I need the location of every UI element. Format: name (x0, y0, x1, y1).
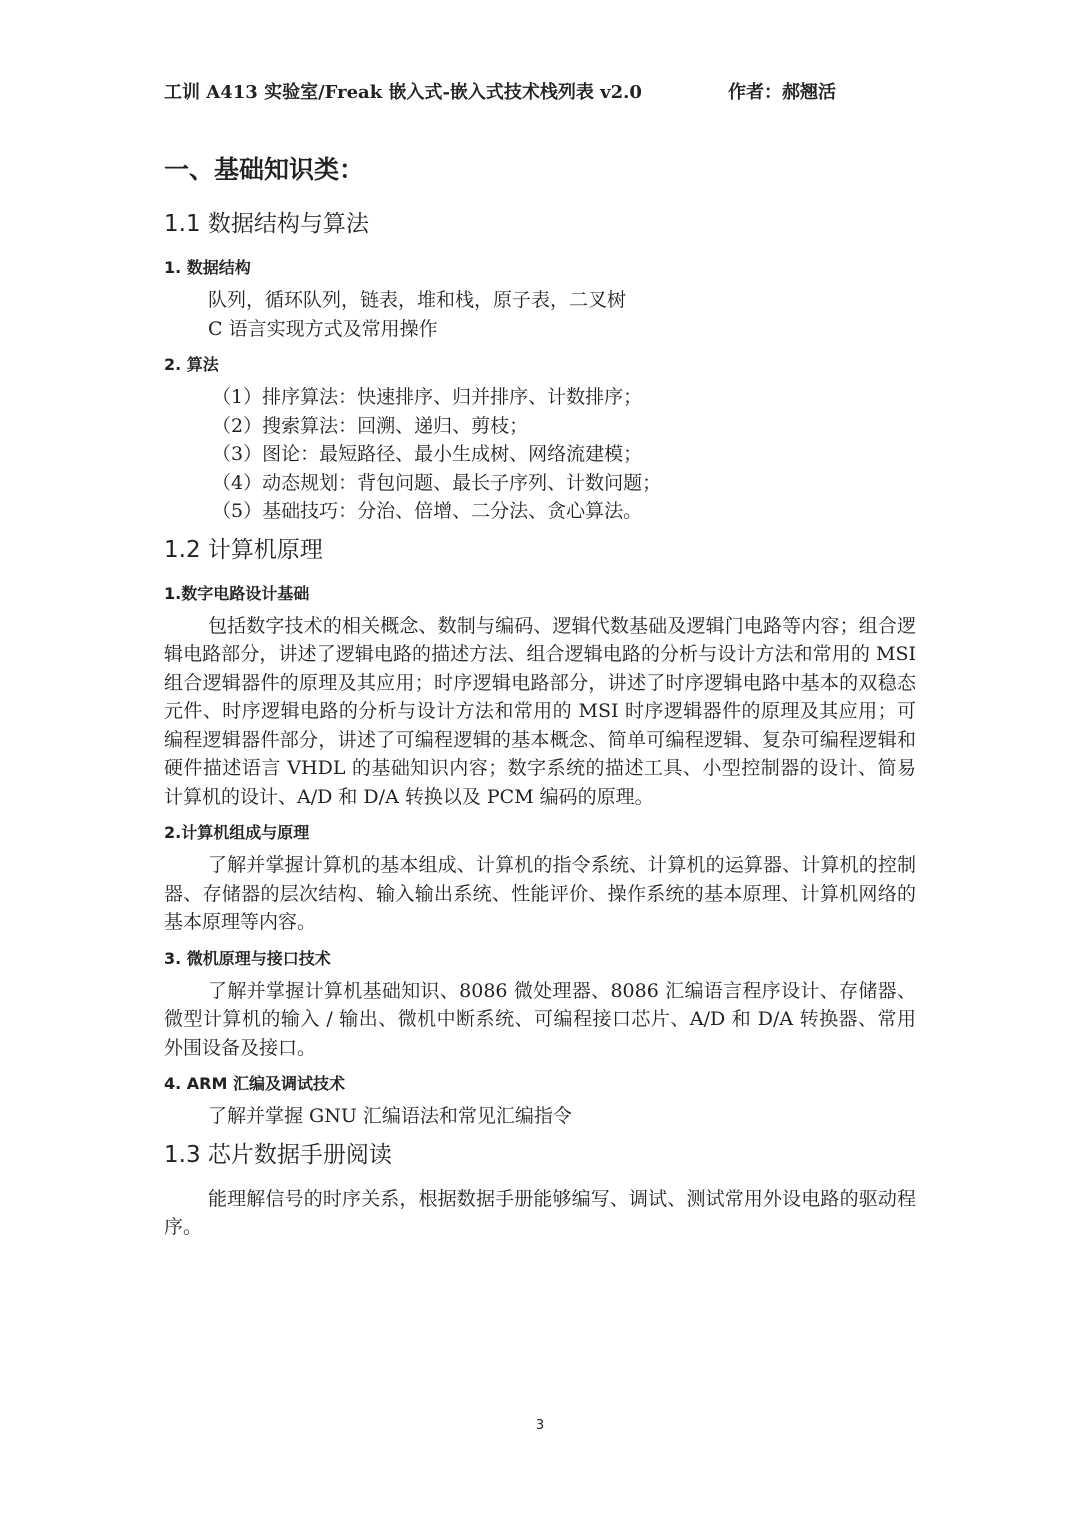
subsection-heading: 2.计算机组成与原理 (164, 823, 310, 842)
paragraph: 能理解信号的时序关系，根据数据手册能够编写、调试、测试常用外设电路的驱动程序。 (164, 1187, 916, 1238)
subsection-heading: 2. 算法 (164, 355, 219, 374)
paragraph: 包括数字技术的相关概念、数制与编码、逻辑代数基础及逻辑门电路等内容；组合逻辑电路部分，讲述了逻辑电路的描述方法、组合逻辑电路的分析与设计方法和常用的 MSI 组合逻辑器件的原理及其应用；时序逻辑电路部分，讲述了时序逻辑电路中基本的双稳态元件、时序逻辑电路的分析与设计方法和常用的 MSI 时序逻辑器件的原理及其应用；可编程逻辑器件部分，讲述了可编程逻辑的基本概念、简单可编程逻辑、复杂可编程逻辑和硬件描述语言 VHDL 的基础知识内容；数字系统的描述工具、小型控制器的设计、简易计算机的设计、A/D 和 D/A 转换以及 PCM 编码的原理。 (164, 614, 916, 808)
header-author: 作者：郝翘活 (728, 82, 836, 103)
text-line: 队列，循环队列，链表，堆和栈，原子表，二叉树 (208, 289, 627, 311)
page-number: 3 (535, 1418, 545, 1433)
paragraph: 了解并掌握计算机的基本组成、计算机的指令系统、计算机的运算器、计算机的控制器、存储器的层次结构、输入输出系统、性能评价、操作系统的基本原理、计算机网络的基本原理等内容。 (164, 854, 916, 933)
subsection-heading: 4. ARM 汇编及调试技术 (164, 1074, 345, 1093)
list-item: （4）动态规划：背包问题、最长子序列、计数问题； (212, 471, 662, 494)
list-item: （1）排序算法：快速排序、归并排序、计数排序； (212, 386, 643, 408)
list-item: （5）基础技巧：分治、倍增、二分法、贪心算法。 (212, 500, 643, 522)
chapter-heading: 一、基础知识类： (164, 155, 365, 184)
section-heading: 1.2 计算机原理 (164, 536, 323, 563)
list-item: （3）图论：最短路径、最小生成树、网络流建模； (212, 443, 643, 465)
subsection-heading: 1. 数据结构 (164, 258, 251, 277)
subsection-heading: 3. 微机原理与接口技术 (164, 948, 331, 968)
header-title: 工训 A413 实验室/Freak 嵌入式-嵌入式技术栈列表 v2.0 (164, 82, 642, 103)
paragraph: 了解并掌握计算机基础知识、8086 微处理器、8086 汇编语言程序设计、存储器、微型计算机的输入 / 输出、微机中断系统、可编程接口芯片、A/D 和 D/A 转换器、常用外围设备及接口。 (164, 979, 916, 1059)
section-heading: 1.3 芯片数据手册阅读 (164, 1141, 392, 1168)
paragraph: 了解并掌握 GNU 汇编语法和常见汇编指令 (208, 1105, 572, 1127)
text-line: C 语言实现方式及常用操作 (208, 317, 438, 340)
list-item: （2）搜索算法：回溯、递归、剪枝； (212, 414, 529, 437)
section-heading: 1.1 数据结构与算法 (164, 211, 369, 237)
content (164, 150, 916, 1242)
subsection-heading: 1.数字电路设计基础 (164, 583, 310, 603)
